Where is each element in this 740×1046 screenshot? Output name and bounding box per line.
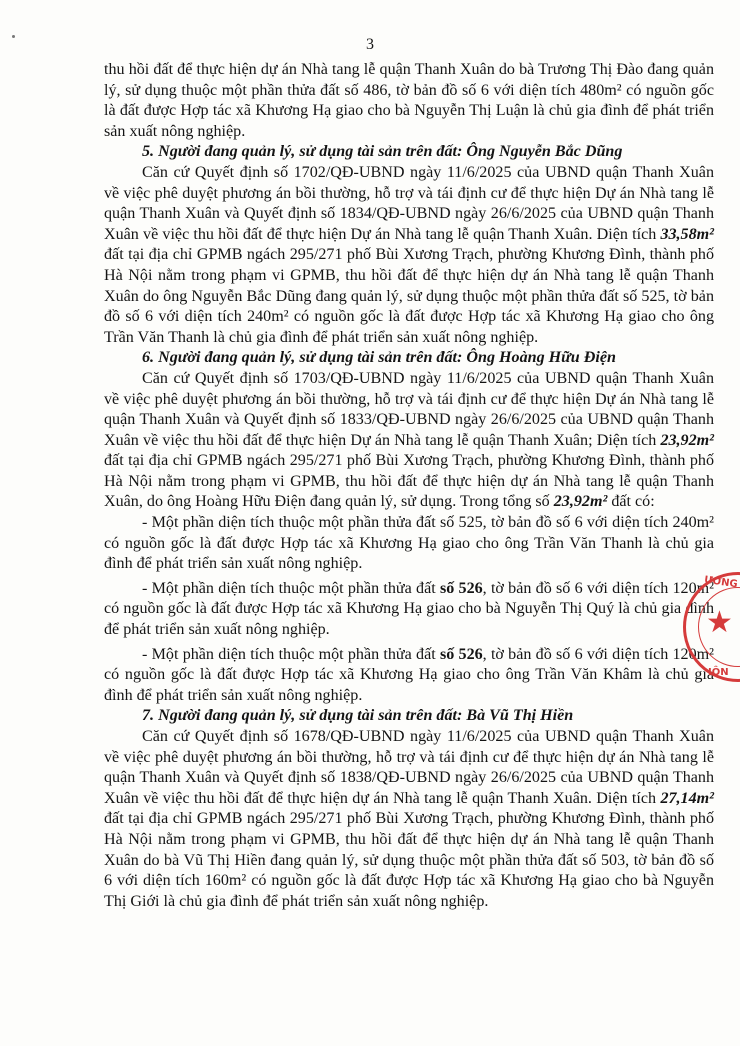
page-number: 3 — [366, 36, 374, 53]
section-6-item-2 — [104, 579, 714, 641]
section-6-item-3 — [104, 645, 714, 707]
seal-text-bottom: IỘN — [708, 667, 729, 678]
section-6-area: 23,92m² — [660, 431, 714, 449]
section-7-area: 27,14m² — [660, 789, 714, 807]
section-6-item-1: - Một phần diện tích thuộc một phần thửa đất số 525, tờ bản đồ số 6 với diện tích 240m² có nguồn gốc là đất được Hợp tác xã Khương Hạ giao cho ông Trần Văn Thanh là chủ gia đình để phát triển sản xuất nông nghiệp. — [104, 514, 714, 573]
section-6-text-b: đất tại địa chỉ GPMB ngách 295/271 phố Bùi Xương Trạch, phường Khương Đình, thành phố Hà Nội nằm trong phạm vi GPMB, thu hồi đất để thực hiện dự án Nhà tang lễ quận Thanh Xuân, do ông Hoàng Hữu Điện đang quản lý, sử dụng. Trong tổng số — [104, 452, 714, 511]
section-6-item-3-text-a: - Một phần diện tích thuộc một phần thửa đất — [142, 645, 440, 663]
section-5-text-a: Căn cứ Quyết định số 1702/QĐ-UBND ngày 11/6/2025 của UBND quận Thanh Xuân về việc phê duyệt phương án bồi thường, hỗ trợ và tái định cư để thực hiện Dự án Nhà tang lễ quận Thanh Xuân và Quyết định số 1834/QĐ-UBND ngày 26/6/2025 của UBND quận Thanh Xuân về việc thu hồi đất để thực hiện Dự án Nhà tang lễ quận Thanh Xuân. Diện tích — [104, 163, 714, 243]
section-6-paragraph — [104, 369, 714, 513]
section-5-text-b: đất tại địa chỉ GPMB ngách 295/271 phố Bùi Xương Trạch, phường Khương Đình, thành phố Hà Nội nằm trong phạm vi GPMB, thu hồi đất để thực hiện dự án Nhà tang lễ quận Thanh Xuân do ông Nguyễn Bắc Dũng đang quản lý, sử dụng thuộc một phần thửa đất số 525, tờ bản đồ số 6 với diện tích 240m² có nguồn gốc là đất được Hợp tác xã Khương Hạ giao cho ông Trần Văn Thanh là chủ gia đình để phát triển sản xuất nông nghiệp. — [104, 246, 714, 346]
section-6-heading: 6. Người đang quản lý, sử dụng tài sản trên đất: Ông Hoàng Hữu Điện — [142, 349, 616, 367]
section-5-area: 33,58m² — [660, 225, 714, 243]
section-6-item-3-text-b: , tờ bản đồ số 6 với diện tích 120m² có nguồn gốc là đất được Hợp tác xã Khương Hạ giao cho ông Trần Văn Khâm là chủ gia đình để phát triển sản xuất nông nghiệp. — [104, 645, 714, 704]
section-6-item-2-text-a: - Một phần diện tích thuộc một phần thửa đất — [142, 579, 440, 597]
seal-star-icon: ★ — [706, 606, 733, 639]
section-7-paragraph — [104, 727, 714, 912]
section-7-text-b: đất tại địa chỉ GPMB ngách 295/271 phố Bùi Xương Trạch, phường Khương Đình, thành phố Hà Nội nằm trong phạm vi GPMB, thu hồi đất để thực hiện dự án Nhà tang lễ quận Thanh Xuân do bà Vũ Thị Hiền đang quản lý, sử dụng thuộc một phần thửa đất số 503, tờ bản đồ số 6 với diện tích 160m² có nguồn gốc là đất được Hợp tác xã Khương Hạ giao cho bà Nguyễn Thị Giới là chủ gia đình để phát triển sản xuất nông nghiệp. — [104, 810, 714, 910]
section-7-heading: 7. Người đang quản lý, sử dụng tài sản trên đất: Bà Vũ Thị Hiền — [142, 707, 574, 725]
section-5-paragraph — [104, 163, 714, 348]
section-7-text-a: Căn cứ Quyết định số 1678/QĐ-UBND ngày 11/6/2025 của UBND quận Thanh Xuân về việc phê duyệt phương án bồi thường, hỗ trợ và tái định cư để thực hiện dự án Nhà tang lễ quận Thanh Xuân và Quyết định số 1838/QĐ-UBND ngày 26/6/2025 của UBND quận Thanh Xuân về việc thu hồi đất để thực hiện dự án Nhà tang lễ quận Thanh Xuân. Diện tích — [104, 728, 714, 807]
section-6-text-c: đất có: — [607, 493, 655, 511]
section-6-item-2-text-b: , tờ bản đồ số 6 với diện tích 120m² có nguồn gốc là đất được Hợp tác xã Khương Hạ giao cho bà Nguyễn Thị Quý là chủ gia đình để phát triển sản xuất nông nghiệp. — [104, 579, 714, 639]
section-6-item-3-parcel: số 526 — [439, 645, 483, 663]
section-6-item-2-parcel: số 526 — [439, 579, 483, 597]
seal-text-top: ƯƠNG — [703, 574, 739, 591]
section-6-area-total: 23,92m² — [553, 493, 608, 511]
intro-paragraph: thu hồi đất để thực hiện dự án Nhà tang lễ quận Thanh Xuân do bà Trương Thị Đào đang quản lý, sử dụng thuộc một phần thửa đất số 486, tờ bản đồ số 6 với diện tích 480m² có nguồn gốc là đất được Hợp tác xã Khương Hạ giao cho bà Nguyễn Thị Luận là chủ gia đình để phát triển sản xuất nông nghiệp. — [104, 61, 714, 140]
section-6-text-a: Căn cứ Quyết định số 1703/QĐ-UBND ngày 11/6/2025 của UBND quận Thanh Xuân về việc phê duyệt phương án bồi thường, hỗ trợ và tái định cư để thực hiện Dự án Nhà tang lễ quận Thanh Xuân và Quyết định số 1833/QĐ-UBND ngày 26/6/2025 của UBND quận Thanh Xuân về việc thu hồi đất để thực hiện Dự án Nhà tang lễ quận Thanh Xuân; Diện tích — [104, 369, 714, 449]
document-body — [104, 60, 714, 912]
section-5-heading: 5. Người đang quản lý, sử dụng tài sản trên đất: Ông Nguyễn Bắc Dũng — [142, 143, 623, 161]
